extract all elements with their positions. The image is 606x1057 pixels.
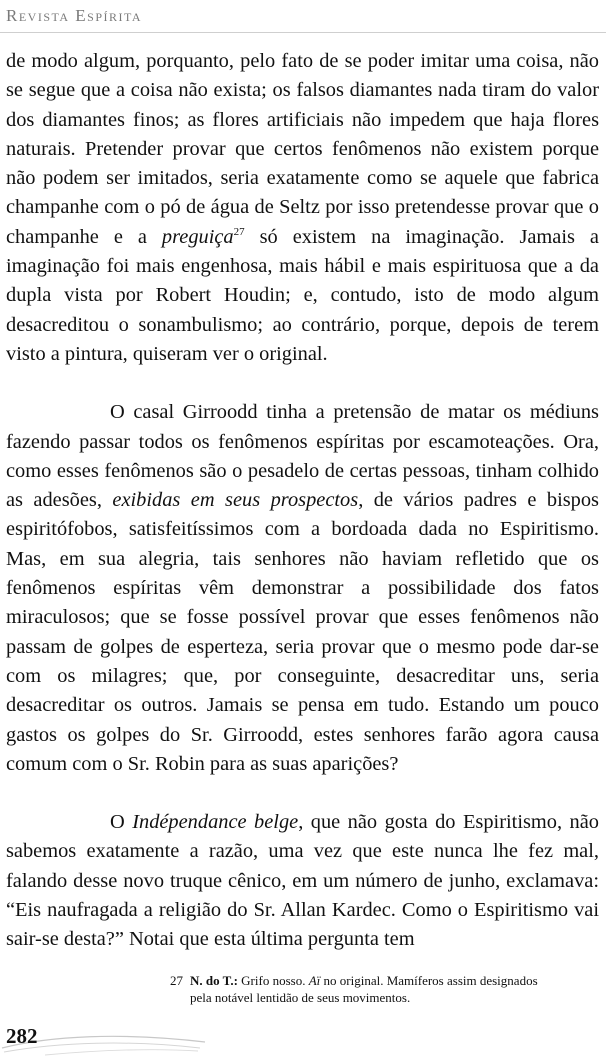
paragraph-2-text: O casal Girroodd tinha a pretensão de matar os médiuns fazendo passar todos os fenômenos espíritas por escamoteações. Ora, como esses fenômenos são o pesadelo de certas pessoas, tinham colhido as adesões, <box>6 401 599 512</box>
emphasis-prospectos: exibidas em seus prospectos <box>112 489 359 512</box>
paragraph-2 <box>6 398 599 779</box>
footnote-emphasis: Aï <box>308 973 321 988</box>
footnote <box>170 972 600 1006</box>
footnote-ref-27: 27 <box>233 225 245 238</box>
footnote-text-cont: no original. Mamíferos assim designados <box>320 973 538 988</box>
paragraph-1-text: de modo algum, porquanto, pelo fato de se poder imitar uma coisa, não se segue que a coisa não exista; os falsos diamantes nada tiram do valor dos diamantes finos; as flores artificiais não impedem que haja flores naturais. Pretender provar que certos fenômenos não existem porque não podem ser imitados, seria exatamente como se aquele que fabrica champanhe com o pó de água de Seltz por isso pretendesse provar que o champanhe e a <box>6 50 599 248</box>
footnote-number: 27 <box>170 973 183 988</box>
paragraph-1 <box>6 47 599 369</box>
paragraph-3 <box>6 808 599 954</box>
paragraph-2-text-cont: , de vários padres e bispos espiritófobos, satisfeitíssimos com a bordoada dada no Espiritismo. Mas, em sua alegria, tais senhores não haviam refletido que os fenômenos espíritas vêm demonstrar a possibilidade dos fatos miraculosos; que se fosse possível provar que esses fenômenos não passam de golpes de esperteza, seria provar que o mesmo pode dar-se com os milagres; que, por conseguinte, desacreditar uns, seria desacreditar os outros. Jamais se pensa em tudo. Estando um pouco gastos os golpes do Sr. Girroodd, estes senhores farão agora causa comum com o Sr. Robin para as suas aparições? <box>6 489 599 775</box>
footnote-line-1 <box>170 972 600 989</box>
paragraph-3-text: O <box>110 811 133 834</box>
footnote-line-2: pela notável lentidão de seus movimentos. <box>190 990 411 1005</box>
page-number: 282 <box>6 1024 38 1048</box>
running-header: Revista Espírita <box>6 6 143 25</box>
footnote-text: Grifo nosso. <box>237 973 309 988</box>
paragraph-gap <box>6 369 599 398</box>
paragraph-3-text-cont: , que não gosta do Espiritismo, não sabemos exatamente a razão, uma vez que este nunca lhe fez mal, falando desse novo truque cênico, em um número de junho, exclamava: “Eis naufragada a religião do Sr. Allan Kardec. Como o Espiritismo vai sair-se desta?” Notai que esta última pergunta tem <box>6 811 599 951</box>
paragraph-1-text-cont: só existem na imaginação. Jamais a imaginação foi mais engenhosa, mais hábil e mais espirituosa que a da dupla vista por Robert Houdin; e, contudo, isto de modo algum desacreditou o sonambulismo; ao contrário, porque, depois de terem visto a pintura, quiseram ver o original. <box>6 225 599 365</box>
emphasis-independance-belge: Indépendance belge <box>132 811 299 834</box>
paragraph-gap <box>6 779 599 808</box>
body-text <box>6 47 599 955</box>
emphasis-preguica: preguiça <box>161 225 234 248</box>
header-rule <box>0 32 606 33</box>
footnote-label: N. do T.: <box>190 973 238 988</box>
